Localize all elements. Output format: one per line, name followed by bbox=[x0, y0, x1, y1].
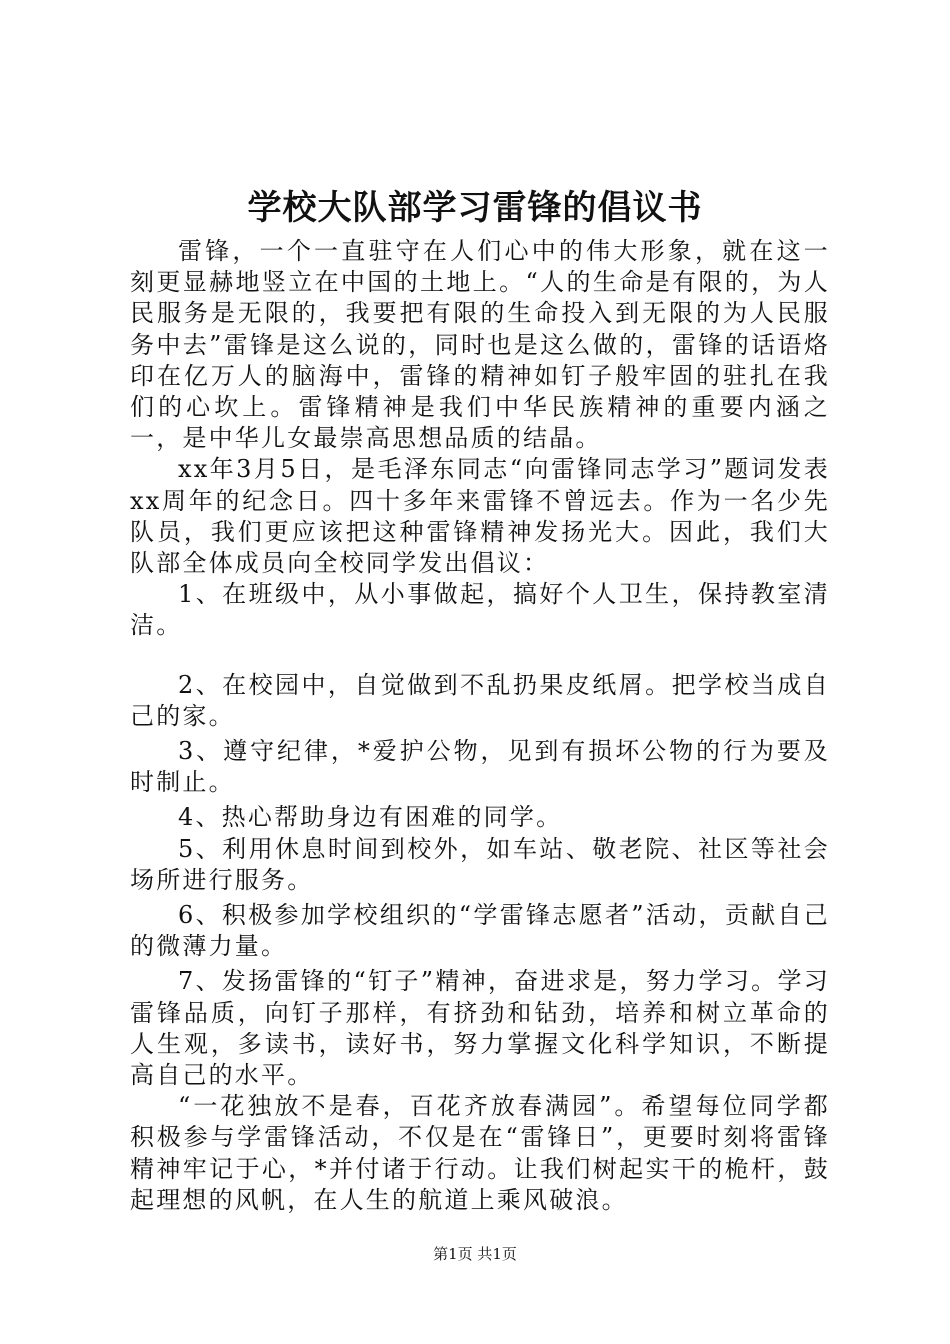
proposal-item-3: 3、遵守纪律，*爱护公物，见到有损坏公物的行为要及时制止。 bbox=[130, 737, 830, 797]
proposal-item-7: 7、发扬雷锋的“钉子”精神，奋进求是，努力学习。学习雷锋品质，向钉子那样，有挤劲和钻劲，培养和树立革命的人生观，多读书，读好书，努力掌握文化科学知识，不断提高自己的水平。 bbox=[130, 967, 830, 1090]
proposal-item-1: 1、在班级中，从小事做起，搞好个人卫生，保持教室清洁。 bbox=[130, 580, 830, 640]
proposal-item-5: 5、利用休息时间到校外，如车站、敬老院、社区等社会场所进行服务。 bbox=[130, 834, 830, 894]
context-paragraph: xx年3月5日，是毛泽东同志“向雷锋同志学习”题词发表xx周年的纪念日。四十多年来雷锋不曾远去。作为一名少先队员，我们更应该把这种雷锋精神发扬光大。因此，我们大队部全体成员向全校同学发出倡议： bbox=[130, 455, 830, 578]
closing-paragraph: “一花独放不是春，百花齐放春满园”。希望每位同学都积极参与学雷锋活动，不仅是在“雷锋日”，更要时刻将雷锋精神牢记于心，*并付诸于行动。让我们树起实干的桅杆，鼓起理想的风帆，在人生的航道上乘风破浪。 bbox=[130, 1092, 830, 1214]
page-footer bbox=[0, 1243, 950, 1265]
proposal-item-2: 2、在校园中，自觉做到不乱扔果皮纸屑。把学校当成自己的家。 bbox=[130, 670, 830, 730]
page-total: 共1页 bbox=[477, 1245, 517, 1263]
intro-paragraph: 雷锋，一个一直驻守在人们心中的伟大形象，就在这一刻更显赫地竖立在中国的土地上。“人的生命是有限的，为人民服务是无限的，我要把有限的生命投入到无限的为人民服务中去”雷锋是这么说的，同时也是这么做的，雷锋的话语烙印在亿万人的脑海中，雷锋的精神如钉子般牢固的驻扎在我们的心坎上。雷锋精神是我们中华民族精神的重要内涵之一，是中华儿女最崇高思想品质的结晶。 bbox=[130, 237, 830, 453]
proposal-item-4: 4、热心帮助身边有困难的同学。 bbox=[178, 803, 563, 832]
page-number: 第1页 bbox=[433, 1245, 473, 1263]
document-body bbox=[130, 236, 830, 1216]
proposal-item-6: 6、积极参加学校组织的“学雷锋志愿者”活动，贡献自己的微薄力量。 bbox=[130, 901, 830, 961]
document-title: 学校大队部学习雷锋的倡议书 bbox=[247, 188, 703, 228]
